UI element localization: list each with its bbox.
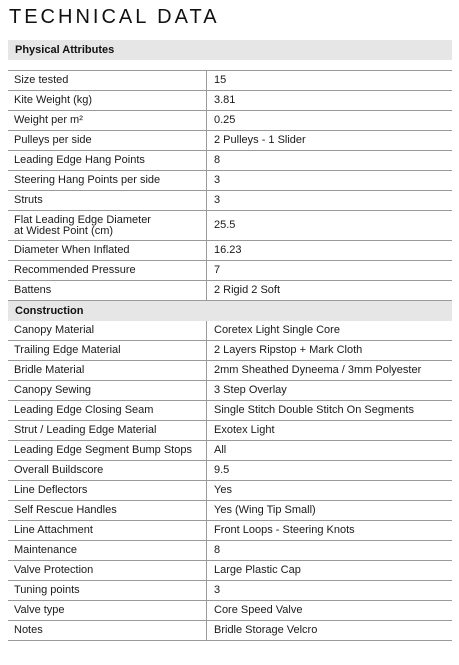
row-value: 0.25 bbox=[214, 114, 236, 126]
row-label: Flat Leading Edge Diameter at Widest Point (cm) bbox=[8, 211, 207, 240]
row-value: Coretex Light Single Core bbox=[214, 324, 340, 336]
table-row bbox=[8, 281, 452, 301]
row-value: 8 bbox=[214, 544, 221, 556]
row-value: Yes bbox=[214, 484, 232, 496]
section-spacer bbox=[8, 60, 452, 71]
table-row bbox=[8, 601, 452, 621]
row-value: 3 bbox=[214, 194, 221, 206]
row-label: Pulleys per side bbox=[8, 131, 207, 150]
row-label: Self Rescue Handles bbox=[8, 501, 207, 520]
row-label: Recommended Pressure bbox=[8, 261, 207, 280]
row-value: 2 Rigid 2 Soft bbox=[214, 284, 281, 296]
row-label: Line Deflectors bbox=[8, 481, 207, 500]
table-row bbox=[8, 191, 452, 211]
table-row bbox=[8, 341, 452, 361]
row-label: Canopy Material bbox=[8, 321, 207, 340]
table-row bbox=[8, 541, 452, 561]
table-row bbox=[8, 561, 452, 581]
row-value: 25.5 bbox=[214, 219, 236, 231]
row-value: Yes (Wing Tip Small) bbox=[214, 504, 316, 516]
table-row bbox=[8, 241, 452, 261]
table-row bbox=[8, 361, 452, 381]
row-value: 7 bbox=[214, 264, 221, 276]
table-row bbox=[8, 621, 452, 641]
row-value: 2 Layers Ripstop + Mark Cloth bbox=[214, 344, 363, 356]
row-value: 3 bbox=[214, 174, 221, 186]
row-label: Canopy Sewing bbox=[8, 381, 207, 400]
row-label: Trailing Edge Material bbox=[8, 341, 207, 360]
row-label: Size tested bbox=[8, 71, 207, 90]
table-row bbox=[8, 151, 452, 171]
table-row bbox=[8, 401, 452, 421]
row-label: Leading Edge Hang Points bbox=[8, 151, 207, 170]
row-value: Exotex Light bbox=[214, 424, 275, 436]
row-value: Bridle Storage Velcro bbox=[214, 624, 318, 636]
row-label: Leading Edge Closing Seam bbox=[8, 401, 207, 420]
physical-attributes-rows bbox=[8, 71, 452, 301]
table-row bbox=[8, 91, 452, 111]
row-value: 8 bbox=[214, 154, 221, 166]
technical-data-table bbox=[8, 40, 452, 641]
row-value: 2 Pulleys - 1 Slider bbox=[214, 134, 306, 146]
table-row bbox=[8, 461, 452, 481]
row-label: Leading Edge Segment Bump Stops bbox=[8, 441, 207, 460]
table-row bbox=[8, 211, 452, 241]
row-label: Maintenance bbox=[8, 541, 207, 560]
row-value: 9.5 bbox=[214, 464, 230, 476]
section-heading-physical: Physical Attributes bbox=[8, 40, 452, 60]
row-value: 3 bbox=[214, 584, 221, 596]
table-row bbox=[8, 441, 452, 461]
table-row bbox=[8, 71, 452, 91]
row-value: Front Loops - Steering Knots bbox=[214, 524, 355, 536]
row-value: 2mm Sheathed Dyneema / 3mm Polyester bbox=[214, 364, 422, 376]
table-row bbox=[8, 131, 452, 151]
row-label: Strut / Leading Edge Material bbox=[8, 421, 207, 440]
row-label: Tuning points bbox=[8, 581, 207, 600]
table-row bbox=[8, 261, 452, 281]
row-value: Single Stitch Double Stitch On Segments bbox=[214, 404, 414, 416]
row-label: Diameter When Inflated bbox=[8, 241, 207, 260]
row-label: Kite Weight (kg) bbox=[8, 91, 207, 110]
table-row bbox=[8, 481, 452, 501]
table-row bbox=[8, 501, 452, 521]
row-value: 15 bbox=[214, 74, 227, 86]
construction-rows bbox=[8, 321, 452, 641]
row-label: Battens bbox=[8, 281, 207, 300]
row-value: Core Speed Valve bbox=[214, 604, 303, 616]
page-title: TECHNICAL DATA bbox=[9, 6, 220, 28]
row-label: Notes bbox=[8, 621, 207, 640]
row-label: Weight per m² bbox=[8, 111, 207, 130]
row-label: Bridle Material bbox=[8, 361, 207, 380]
table-row bbox=[8, 521, 452, 541]
row-label: Struts bbox=[8, 191, 207, 210]
row-label: Steering Hang Points per side bbox=[8, 171, 207, 190]
table-row bbox=[8, 421, 452, 441]
table-row bbox=[8, 171, 452, 191]
row-value: All bbox=[214, 444, 227, 456]
row-value: 16.23 bbox=[214, 244, 242, 256]
row-value: Large Plastic Cap bbox=[214, 564, 301, 576]
row-label: Line Attachment bbox=[8, 521, 207, 540]
row-label: Valve Protection bbox=[8, 561, 207, 580]
table-row bbox=[8, 111, 452, 131]
row-label: Overall Buildscore bbox=[8, 461, 207, 480]
table-row bbox=[8, 381, 452, 401]
row-value: 3 Step Overlay bbox=[214, 384, 287, 396]
row-value: 3.81 bbox=[214, 94, 236, 106]
section-heading-construction: Construction bbox=[8, 301, 452, 321]
table-row bbox=[8, 581, 452, 601]
row-label: Valve type bbox=[8, 601, 207, 620]
table-row bbox=[8, 321, 452, 341]
